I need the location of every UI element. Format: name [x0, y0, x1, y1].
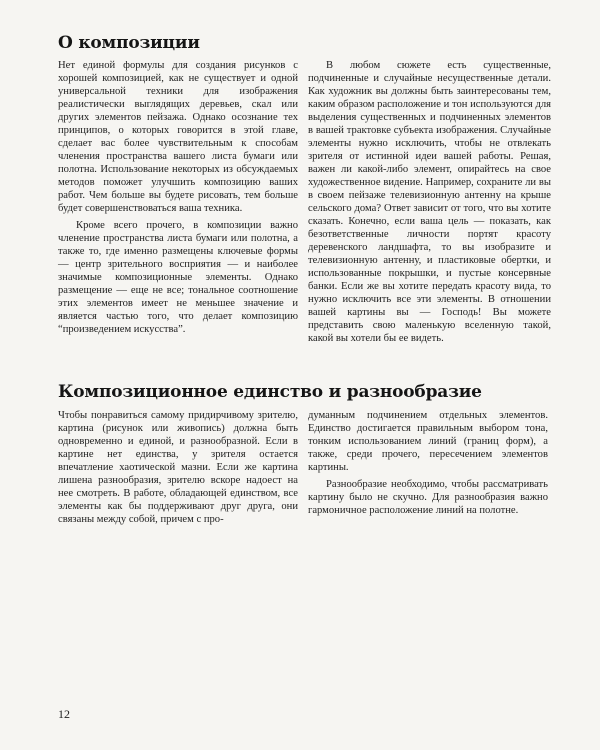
paragraph: Разнообразие необходимо, чтобы рассматривать картину было не скучно. Для разнообразия важно гармоничное расположение линий на полотне.: [308, 479, 548, 516]
section-title-unity-variety: Композиционное единство и разнообразие: [58, 382, 482, 402]
paragraph: Нет единой формулы для создания рисунков с хорошей композицией, как не существует и одной универсальной техники для изображения реалистически выглядящих деревьев, скал или других элементов пейзажа. Однако осознание тех принципов, о которых говорится в этой главе, сделает вас более чувствительным к способам членения пространства вашего листа бумаги или полотна. Использование некоторых из обсуждаемых методов поможет улучшить композицию ваших работ. Чем больше вы будете рисовать, тем больше будет совершенствоваться ваша техника.: [58, 60, 298, 214]
section1-column-right: [308, 59, 551, 345]
paragraph: В любом сюжете есть существенные, подчиненные и случайные несущественные детали. Как художник вы должны быть заинтересованы тем, каким образом расположение и тон используются для выделения существенных и подчиненных элементов в вашей трактовке субъекта изображения. Случайные элементы нужно исключить, чтобы не отвлекать зрителя от истинной идеи вашей работы. Решая, важен ли какой-либо элемент, опирайтесь на свое художественное видение. Например, сохраните ли вы в своем пейзаже телевизионную антенну на крыше сельского дома? Ответ зависит от того, что вы хотите сказать. Конечно, если ваша цель — показать, как безответственные личности портят красоту деревенского ландшафта, то вы изобразите и телевизионную антенну, и пластиковые обертки, и использованные покрышки, и пустые консервные банки. Если же вы хотите передать красоту вида, то нужно исключить все эти элементы. В отношении вашей картины вы — Господь! Вы можете представить свою маленькую вселенную такой, какой вы хотели бы ее видеть.: [308, 60, 551, 344]
section2-column-right: [308, 409, 548, 517]
paragraph: Кроме всего прочего, в композиции важно членение пространства листа бумаги или полотна, а также то, где именно размещены ключевые формы — центр зрительного восприятия — и наиболее значимые композиционные элементы. Однако размещение — еще не все; тональное соотношение этих элементов имеет не меньшее значение и является частью того, что делает композицию “произведением искусства”.: [58, 220, 298, 335]
section1-column-left: [58, 59, 298, 336]
paragraph: Чтобы понравиться самому придирчивому зрителю, картина (рисунок или живопись) должна быть одновременно и единой, и разнообразной. Если в картине нет единства, у зрителя остается впечатление хаотической мазни. Если же картина лишена разнообразия, зрителю вскоре надоест на нее смотреть. В работе, обладающей единством, все элементы как бы поддерживают друг друга, они связаны между собой, причем с про-: [58, 410, 298, 525]
paragraph: думанным подчинением отдельных элементов. Единство достигается правильным выбором тона, тонким использованием линий (границ форм), а также, среди прочего, пересечением элементов картины.: [308, 410, 548, 473]
section-title-composition: О композиции: [58, 33, 200, 53]
section2-column-left: [58, 409, 298, 526]
page-number: 12: [58, 707, 70, 721]
